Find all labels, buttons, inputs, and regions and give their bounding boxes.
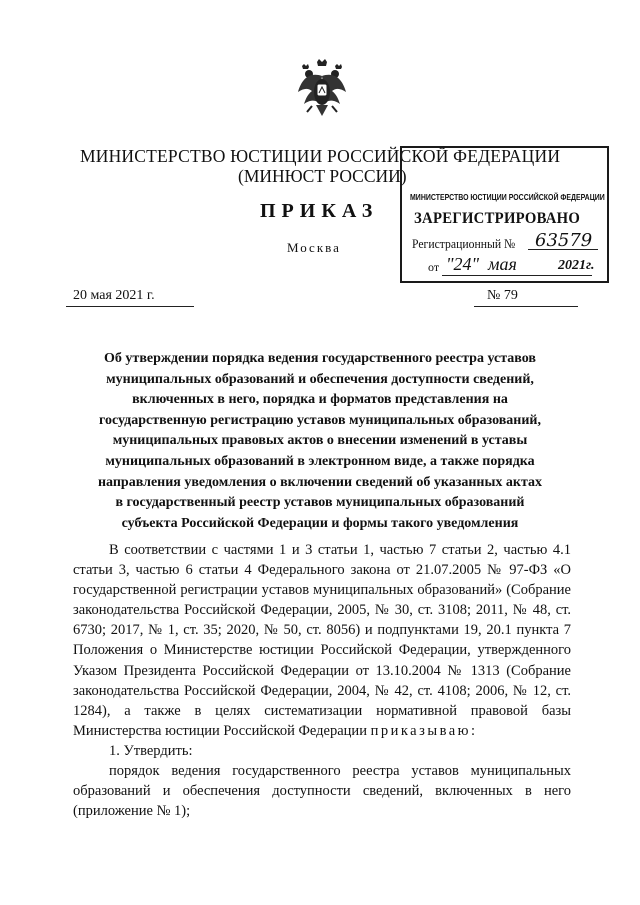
stamp-status: ЗАРЕГИСТРИРОВАНО (414, 210, 581, 227)
order-word: приказываю: (370, 722, 478, 739)
title-line: Об утверждении порядка ведения государственного реестра уставов (104, 351, 536, 366)
title-line: муниципальных образований в электронном виде, а также порядка (105, 453, 535, 469)
document-type: ПРИКАЗ (260, 200, 379, 222)
title-line: направления уведомления о включении сведений об указанных актах (97, 474, 542, 490)
order-date: 20 мая 2021 г. (73, 288, 155, 303)
order-date-underline (66, 306, 194, 307)
coat-of-arms-icon (296, 58, 348, 120)
item-1-subitem: порядок ведения государственного реестра уставов муниципальных образований и обеспечения доступности сведений, включенных в него (приложение № 1); (73, 763, 571, 820)
stamp-day: "24" (446, 254, 480, 274)
stamp-from-label: от (428, 260, 440, 274)
document-body (73, 540, 571, 821)
document-title (70, 349, 570, 534)
city: Москва (287, 240, 341, 255)
title-line: муниципальных образований и обеспечения доступности сведений, (106, 371, 534, 387)
stamp-reg-number: 63579 (535, 230, 593, 251)
title-line: субъекта Российской Федерации и формы такого уведомления (121, 515, 519, 531)
title-line: государственную регистрацию уставов муниципальных образований, (98, 412, 542, 428)
stamp-month: мая (488, 254, 517, 274)
stamp-ministry: МИНИСТЕРСТВО ЮСТИЦИИ РОССИЙСКОЙ ФЕДЕРАЦИИ (410, 192, 605, 202)
preamble-text: В соответствии с частями 1 и 3 статьи 1, частью 7 статьи 2, частью 4.1 статьи 3, частью 6 статьи 4 Федерального закона от 21.07.2005 № 97-ФЗ «О государственной регистрации уставов муниципальных образований» (Собрание законодательства Российской Федерации, 2005, № 30, ст. 3108; 2011, № 48, ст. 6730; 2017, № 1, ст. 35; 2020, № 50, ст. 8056) и подпунктами 19, 20.1 пункта 7 Положения о Министерстве юстиции Российской Федерации, утвержденного Указом Президента Российской Федерации от 13.10.2004 № 1313 (Собрание законодательства Российской Федерации, 2004, № 42, ст. 4108; 2006, № 12, ст. 1284), а также в целях систематизации нормативной правовой базы Министерства юстиции Российской Федерации (73, 542, 571, 739)
order-number-underline (474, 306, 578, 307)
ministry-short-name: (МИНЮСТ РОССИИ) (238, 166, 407, 186)
stamp-reg-number-label: Регистрационный № (412, 236, 516, 251)
preamble-paragraph (73, 540, 571, 741)
ministry-name: МИНИСТЕРСТВО ЮСТИЦИИ РОССИЙСКОЙ ФЕДЕРАЦИИ (80, 146, 561, 166)
title-line: в государственный реестр уставов муниципальных образований (115, 495, 525, 511)
order-number: № 79 (487, 288, 518, 303)
item-1: 1. Утвердить: (109, 742, 193, 759)
stamp-divider (442, 275, 592, 276)
registration-stamp (400, 146, 609, 283)
stamp-divider (528, 249, 598, 250)
title-line: включенных в него, порядка и форматов представления на (132, 392, 508, 408)
stamp-year: 2021г. (558, 258, 595, 273)
title-line: муниципальных правовых актов о внесении изменений в уставы (112, 433, 528, 449)
